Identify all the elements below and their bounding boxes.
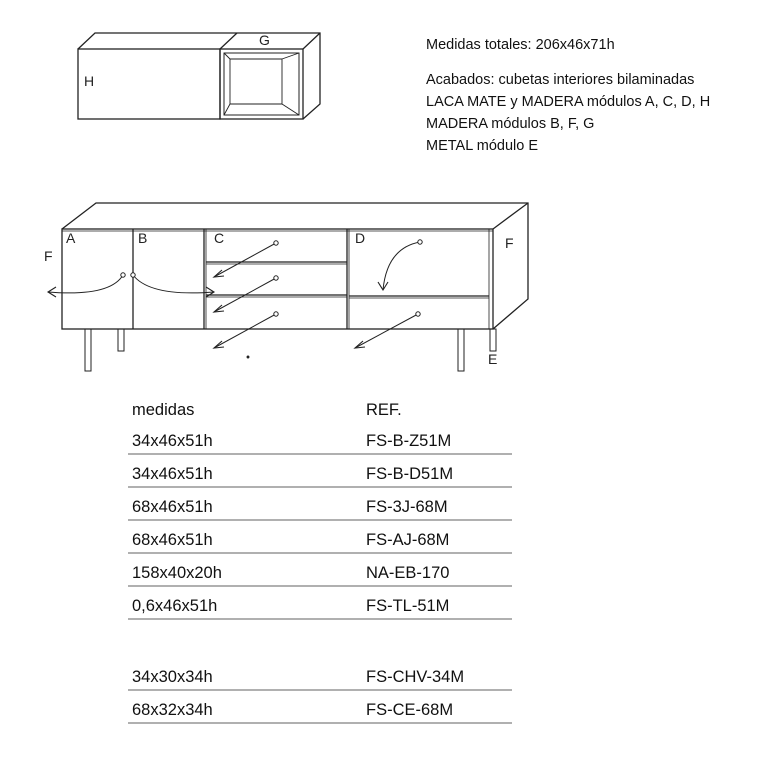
label-d: D	[355, 230, 366, 246]
wall-module	[78, 33, 320, 119]
cell-ref: FS-B-Z51M	[366, 432, 452, 450]
finish-line: Acabados: cubetas interiores bilaminadas	[426, 72, 695, 88]
cell-medidas: 68x46x51h	[132, 498, 213, 516]
cell-medidas: 34x46x51h	[132, 465, 213, 483]
cell-medidas: 0,6x46x51h	[132, 597, 218, 615]
total-dimensions: Medidas totales: 206x46x71h	[426, 37, 615, 53]
table-row	[128, 458, 512, 488]
table-row	[128, 425, 512, 455]
cell-medidas: 34x46x51h	[132, 432, 213, 450]
table-row	[128, 491, 512, 521]
cell-ref: NA-EB-170	[366, 564, 450, 582]
cell-medidas: 158x40x20h	[132, 564, 222, 582]
label-b: B	[138, 230, 148, 246]
module-h-front	[78, 49, 220, 119]
label-g: G	[259, 32, 270, 48]
cell-ref: FS-TL-51M	[366, 597, 450, 615]
cell-ref: FS-AJ-68M	[366, 531, 450, 549]
module-g-front	[220, 49, 303, 119]
table-row	[128, 661, 512, 691]
cell-medidas: 68x46x51h	[132, 531, 213, 549]
label-e: E	[488, 351, 498, 367]
cell-medidas: 68x32x34h	[132, 701, 213, 719]
table-row	[128, 590, 512, 620]
info-block	[426, 34, 710, 157]
table-row	[128, 524, 512, 554]
cell-ref: FS-B-D51M	[366, 465, 454, 483]
reference-table	[128, 392, 512, 623]
label-f-left: F	[44, 248, 53, 264]
finish-line: LACA MATE y MADERA módulos A, C, D, H	[426, 94, 711, 110]
header-medidas: medidas	[132, 401, 195, 419]
finish-line: METAL módulo E	[426, 138, 539, 154]
table-row	[128, 557, 512, 587]
reference-table-wall	[128, 661, 512, 727]
label-h: H	[84, 73, 95, 89]
sideboard	[62, 203, 528, 371]
label-a: A	[66, 230, 76, 246]
table-row	[128, 694, 512, 724]
label-f-right: F	[505, 235, 514, 251]
header-ref: REF.	[366, 401, 402, 419]
cell-ref: FS-CE-68M	[366, 701, 454, 719]
finish-line: MADERA módulos B, F, G	[426, 116, 595, 132]
cell-ref: FS-3J-68M	[366, 498, 448, 516]
table-header	[128, 392, 512, 422]
label-c: C	[214, 230, 225, 246]
cell-ref: FS-CHV-34M	[366, 668, 465, 686]
cell-medidas: 34x30x34h	[132, 668, 213, 686]
